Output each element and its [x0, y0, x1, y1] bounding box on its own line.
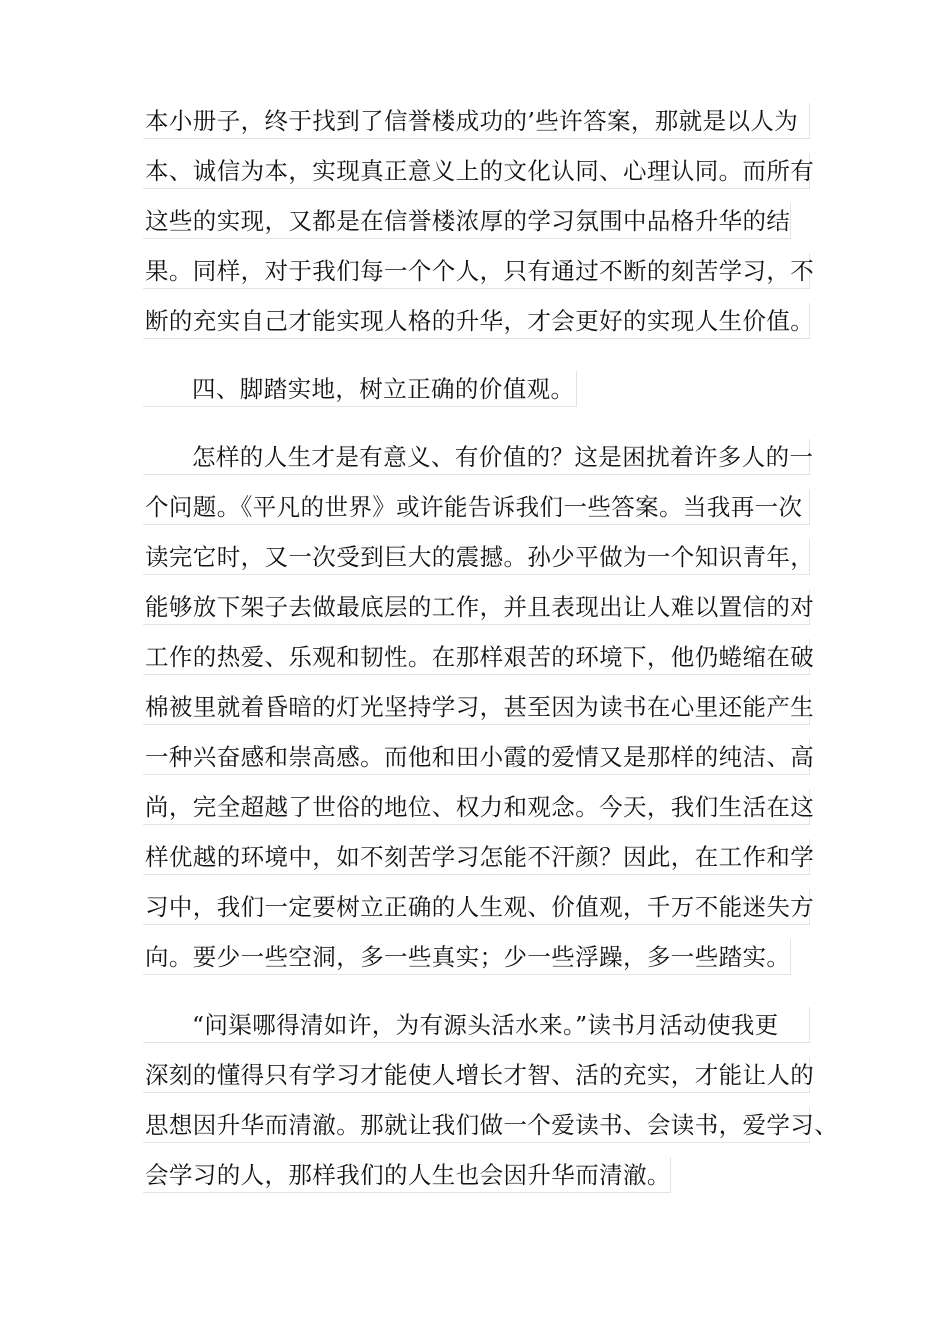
text-line: 样优越的环境中，如不刻苦学习怎能不汗颜？因此，在工作和学 — [143, 839, 810, 875]
text-line: 断的充实自己才能实现人格的升华，才会更好的实现人生价值。 — [143, 303, 810, 339]
text-line: 思想因升华而清澈。那就让我们做一个爱读书、会读书，爱学习、 — [143, 1107, 810, 1143]
text-line: 个问题。《平凡的世界》或许能告诉我们一些答案。当我再一次 — [143, 489, 810, 525]
text-line: 能够放下架子去做最底层的工作，并且表现出让人难以置信的对 — [143, 589, 810, 625]
text-line: 这些的实现，又都是在信誉楼浓厚的学习氛围中品格升华的结 — [143, 203, 791, 239]
text-line: 果。同样，对于我们每一个个人，只有通过不断的刻苦学习，不 — [143, 253, 810, 289]
text-line: 工作的热爱、乐观和韧性。在那样艰苦的环境下，他仍蜷缩在破 — [143, 639, 810, 675]
text-line: 深刻的懂得只有学习才能使人增长才智、活的充实，才能让人的 — [143, 1057, 810, 1093]
text-line: 读完它时，又一次受到巨大的震撼。孙少平做为一个知识青年， — [143, 539, 810, 575]
text-line: 会学习的人，那样我们的人生也会因升华而清澈。 — [143, 1157, 671, 1193]
text-line: 一种兴奋感和崇高感。而他和田小霞的爱情又是那样的纯洁、高 — [143, 739, 810, 775]
section-heading: 四、脚踏实地，树立正确的价值观。 — [143, 371, 577, 407]
text-line: “问渠哪得清如许，为有源头活水来。”读书月活动使我更 — [143, 1007, 810, 1043]
text-line: 向。要少一些空洞，多一些真实；少一些浮躁，多一些踏实。 — [143, 939, 791, 975]
text-line: 怎样的人生才是有意义、有价值的？这是困扰着许多人的一 — [143, 439, 810, 475]
text-line: 棉被里就着昏暗的灯光坚持学习，甚至因为读书在心里还能产生 — [143, 689, 810, 725]
text-line: 本小册子，终于找到了信誉楼成功的’些许答案，那就是以人为 — [143, 103, 810, 139]
text-line: 本、诚信为本，实现真正意义上的文化认同、心理认同。而所有 — [143, 153, 810, 189]
text-line: 习中，我们一定要树立正确的人生观、价值观，千万不能迷失方 — [143, 889, 810, 925]
text-line: 尚，完全超越了世俗的地位、权力和观念。今天，我们生活在这 — [143, 789, 810, 825]
